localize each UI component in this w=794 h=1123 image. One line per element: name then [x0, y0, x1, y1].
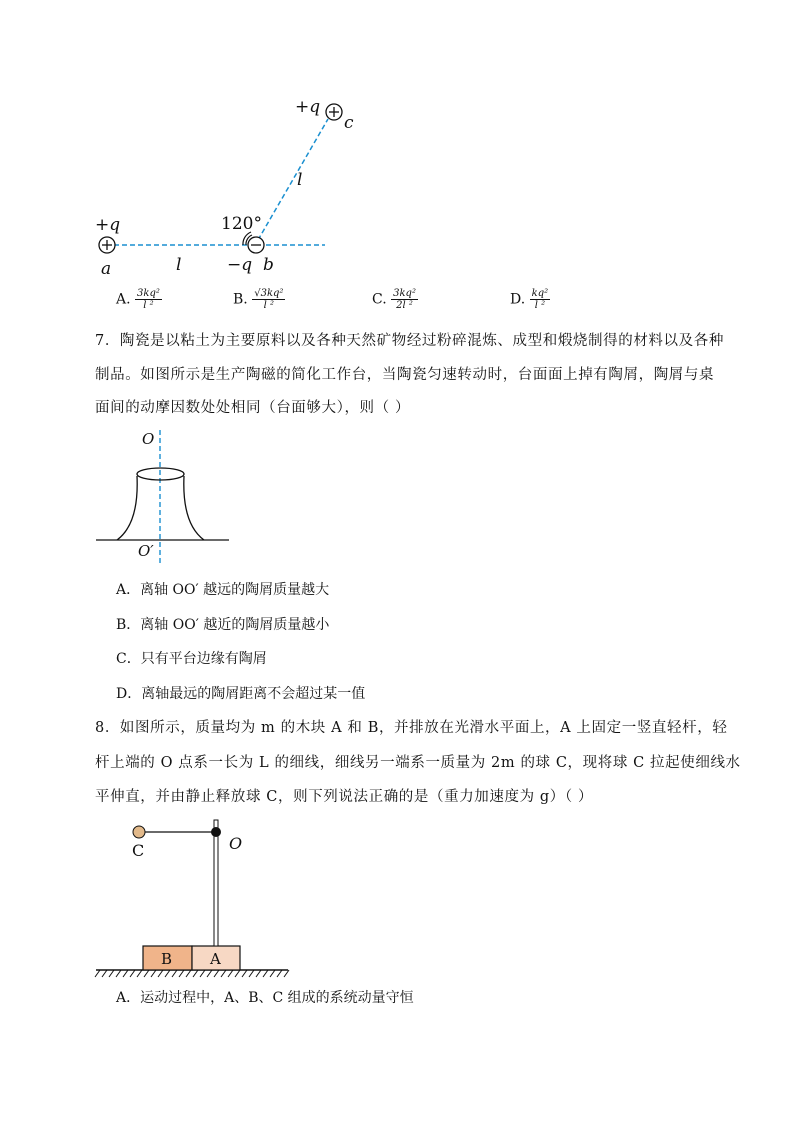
q7-stem-line-3: 面间的动摩因数处处相同（台面够大），则（ ） [95, 400, 411, 416]
q6-option-b[interactable]: B. $\frac{\text{√3kq²}}{\text{l ²}}$ [233, 288, 284, 311]
label-O-prime: O′ [138, 542, 154, 560]
label-l-bottom: l [176, 255, 182, 275]
label-A: A [210, 950, 221, 968]
q8-option-a[interactable]: A．运动过程中，A、B、C 组成的系统动量守恒 [116, 990, 414, 1006]
q7-option-b[interactable]: B．离轴 OO′ 越近的陶屑质量越小 [116, 617, 330, 633]
plus-charge-c [326, 104, 342, 120]
label-angle: 120° [221, 214, 262, 234]
q6-option-a[interactable]: A. $\frac{\text{3kq²}}{\text{l ²}}$ [116, 288, 160, 311]
ball-c [133, 826, 145, 838]
label-plus-q-left: +q [95, 215, 121, 235]
rod [214, 820, 218, 946]
q7-option-d[interactable]: D．离轴最远的陶屑距离不会超过某一值 [116, 686, 366, 702]
q7-option-a[interactable]: A．离轴 OO′ 越远的陶屑质量越大 [116, 582, 330, 598]
blocks-rod-diagram [92, 815, 292, 985]
q8-stem-line-3: 平伸直，并由静止释放球 C，则下列说法正确的是（重力加速度为 g）（ ） [95, 789, 594, 805]
label-l-slant: l [297, 170, 303, 190]
ground-hatching [95, 970, 289, 977]
q6-option-c[interactable]: C. $\frac{\text{3kq²}}{\text{2l ²}}$ [372, 288, 416, 311]
minus-charge-b [248, 237, 264, 253]
plus-charge-a [99, 237, 115, 253]
label-O-top: O [142, 430, 155, 448]
label-minus-q: −q [227, 255, 253, 275]
label-O: O [229, 834, 243, 853]
q8-stem-line-1: 8．如图所示，质量均为 m 的木块 A 和 B，并排放在光滑水平面上，A 上固定一竖直轻杆，轻 [95, 720, 728, 736]
q8-stem-line-2: 杆上端的 O 点系一长为 L 的细线，细线另一端系一质量为 2m 的球 C，现将球 C 拉起使细线水 [95, 755, 741, 771]
q7-stem-line-2: 制品。如图所示是生产陶磁的简化工作台，当陶瓷匀速转动时，台面面上掉有陶屑，陶屑与桌 [95, 367, 715, 383]
label-B: B [161, 950, 173, 968]
q7-stem-line-1: 7．陶瓷是以粘土为主要原料以及各种天然矿物经过粉碎混炼、成型和煅烧制得的材料以及各种 [95, 333, 724, 349]
pivot-O [211, 827, 221, 837]
charge-diagram [90, 90, 354, 280]
label-c: c [344, 113, 354, 133]
pottery-wheel-diagram [92, 428, 237, 568]
slanted-dashed-line [258, 119, 328, 240]
q6-option-d[interactable]: D. $\frac{\text{kq²}}{\text{l ²}}$ [510, 288, 549, 311]
label-C: C [132, 841, 145, 860]
label-b: b [263, 255, 274, 275]
pottery-body [117, 476, 137, 540]
label-plus-q-top: +q [295, 97, 321, 117]
q7-option-c[interactable]: C．只有平台边缘有陶屑 [116, 651, 267, 667]
label-a: a [101, 259, 112, 279]
